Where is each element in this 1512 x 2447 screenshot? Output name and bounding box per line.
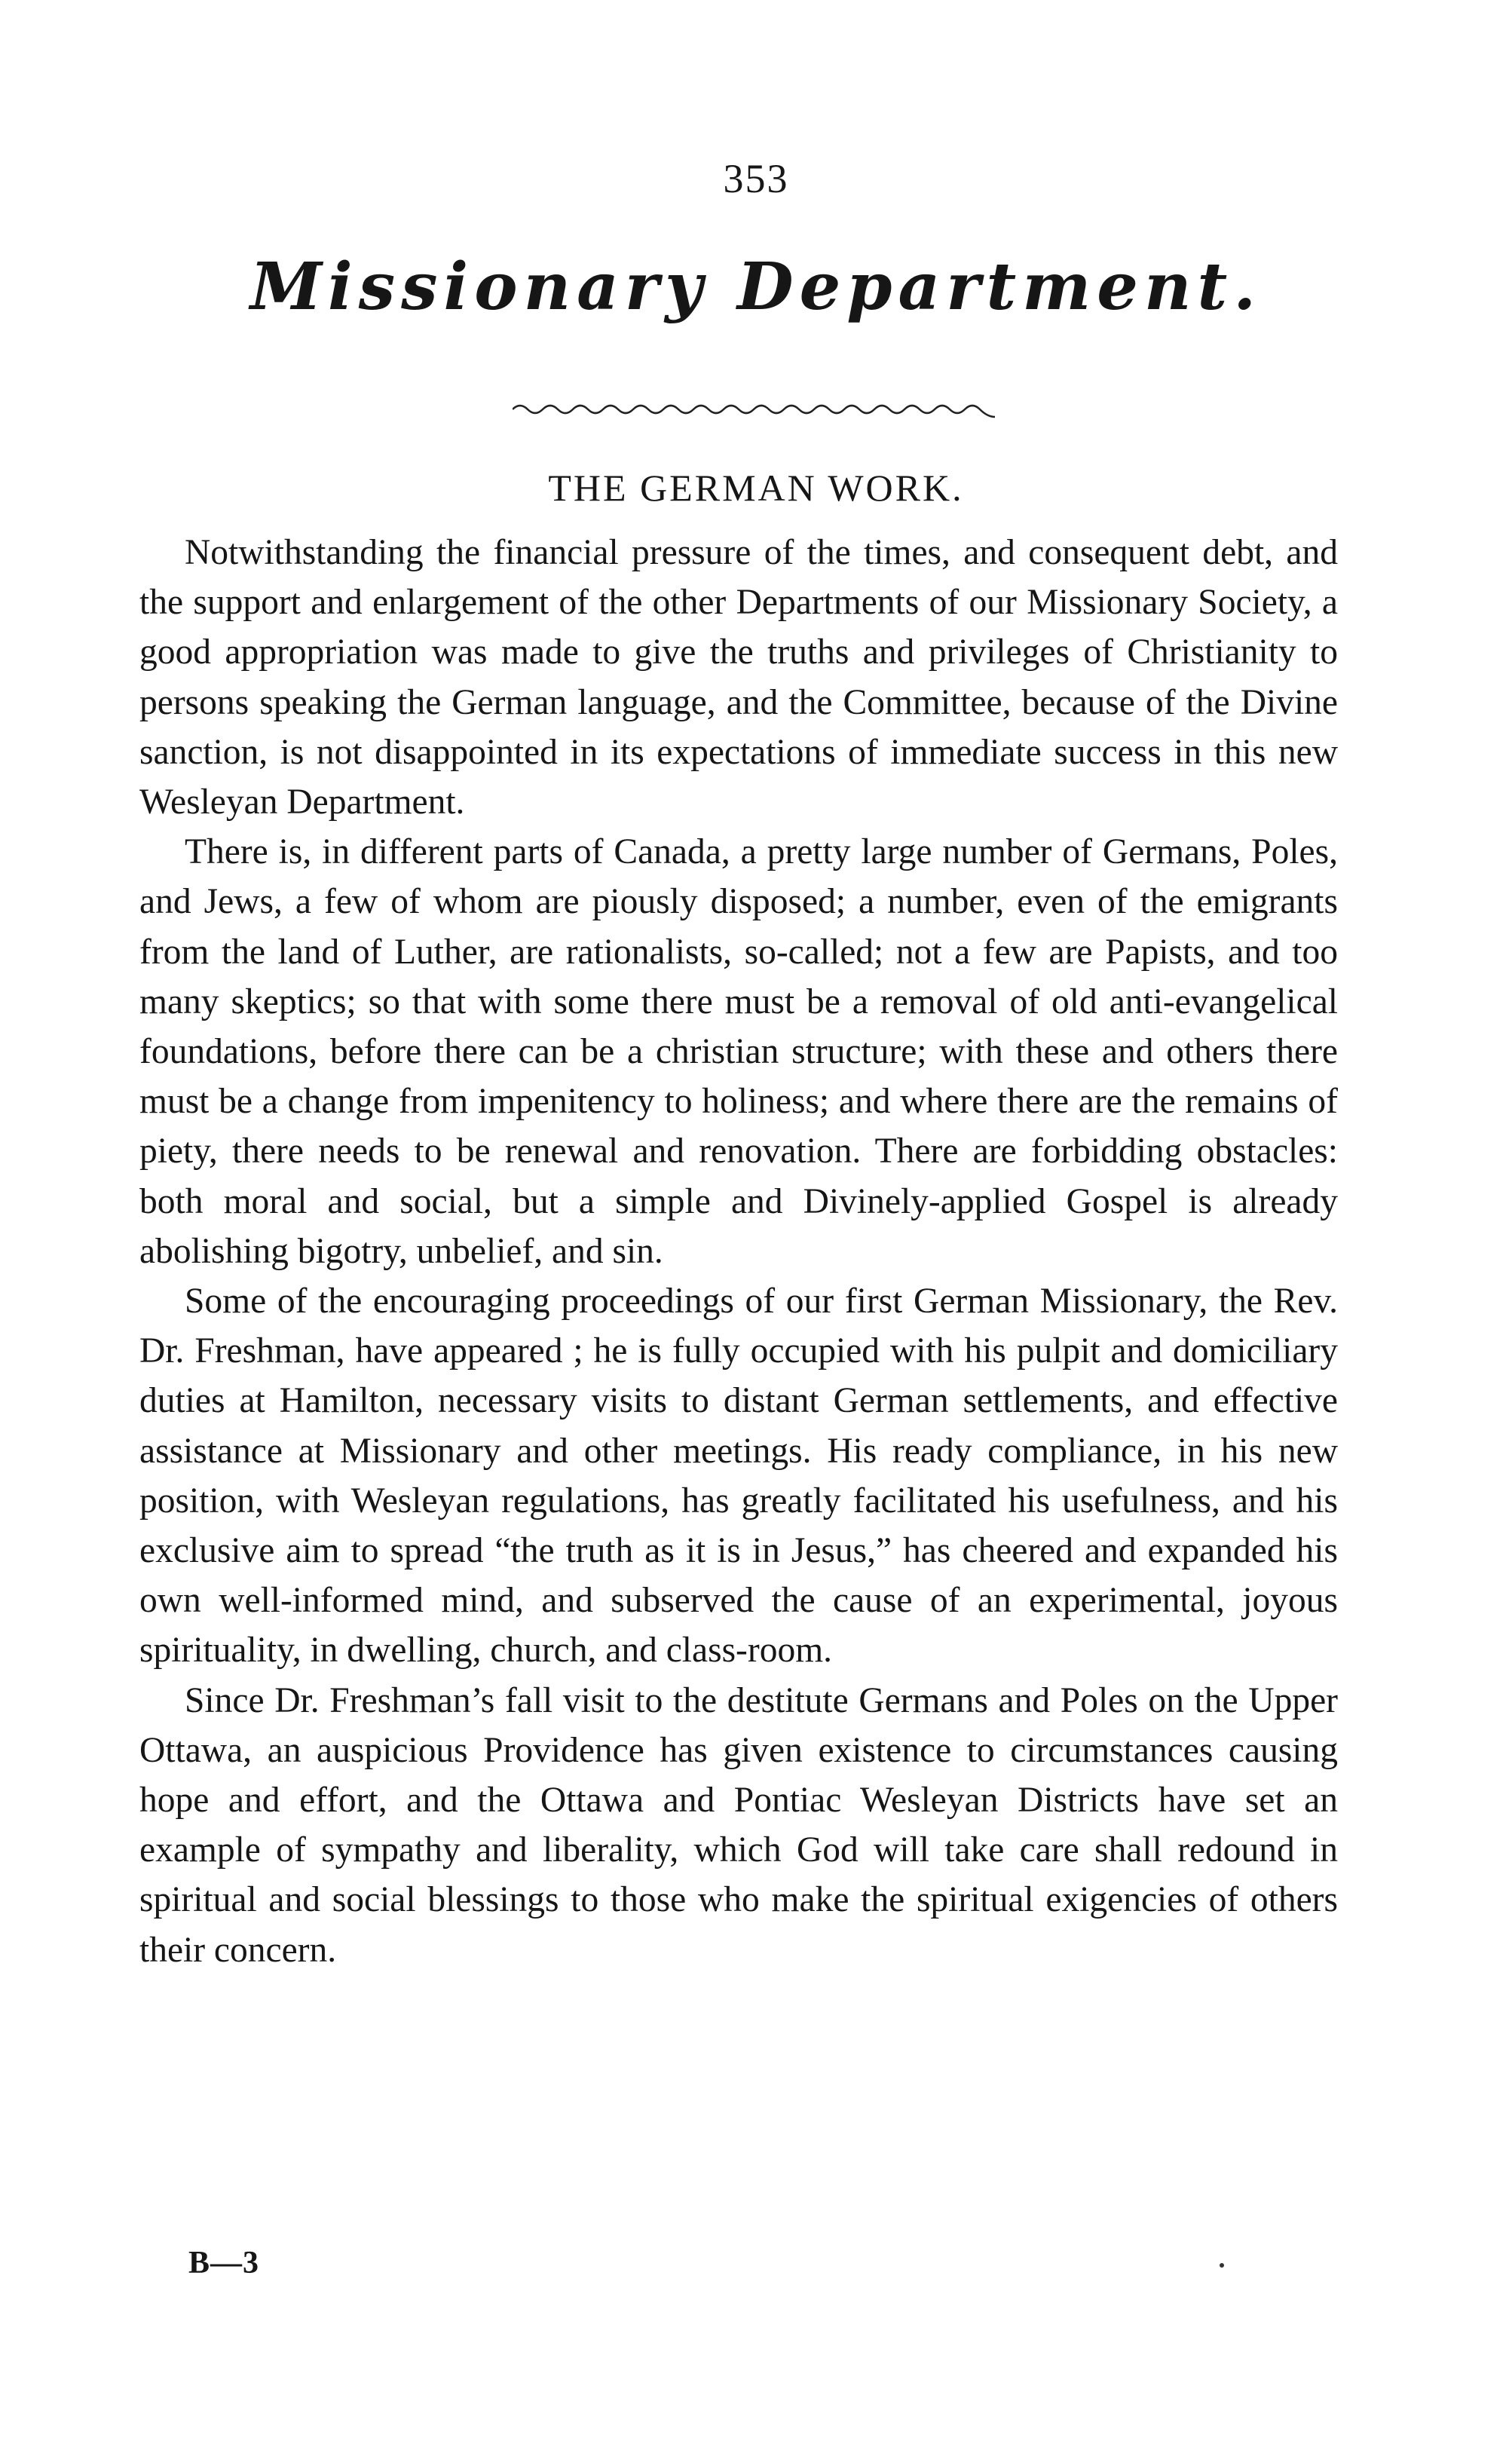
section-heading: THE GERMAN WORK.	[548, 467, 964, 509]
page-number: 353	[723, 156, 789, 201]
paragraph-1: Notwithstanding the financial pressure of the times, and consequent debt, and the support and enlargement of the other Departments of our Missionary Society, a good appropriation was made to give the truths and privileges of Christianity to persons speaking the German language, and the Committee, because of the Divine sanction, is not disappointed in its expectations of immediate success in this new Wesleyan Department.	[139, 533, 1338, 822]
signature-mark: B—3	[188, 2246, 260, 2280]
paragraph-3: Some of the encouraging proceedings of our first German Missionary, the Rev. Dr. Freshman, have appeared ; he is fully occupied with his pulpit and domiciliary duties at Hamilton, necessary visits to distant German settlements, and effective assistance at Missionary and other meetings. His ready compliance, in his new position, with Wesleyan regulations, has greatly facilitated his usefulness, and his exclusive aim to spread “the truth as it is in Jesus,” has cheered and expanded his own well-informed mind, and subserved the cause of an experimental, joyous spirituality, in dwelling, church, and class-room.	[139, 1282, 1338, 1671]
paragraph-4: Since Dr. Freshman’s fall visit to the destitute Germans and Poles on the Upper Ottawa, an auspicious Providence has given existence to circumstances causing hope and effort, and the Ottawa and Pontiac Wesleyan Districts have set an example of sympathy and liberality, which God will take care shall redound in spiritual and social blessings to those who make the spiritual exigencies of others their concern.	[139, 1680, 1338, 1970]
body-text	[139, 528, 1338, 1975]
paragraph-2: There is, in different parts of Canada, a pretty large number of Germans, Poles, and Jews, a few of whom are piously disposed; a number, even of the emigrants from the land of Luther, are rationalists, so-called; not a few are Papists, and too many skeptics; so that with some there must be a removal of old anti-evangelical foundations, before there can be a christian structure; with these and others there must be a change from impenitency to holiness; and where there are the remains of piety, there needs to be renewal and renovation. There are forbidding obstacles: both moral and social, but a simple and Divinely-applied Gospel is already abolishing bigotry, unbelief, and sin.	[139, 832, 1338, 1271]
ink-speck	[1220, 2263, 1224, 2268]
department-title: Missionary Department.	[249, 249, 1263, 325]
wavy-rule-ornament	[513, 398, 995, 421]
